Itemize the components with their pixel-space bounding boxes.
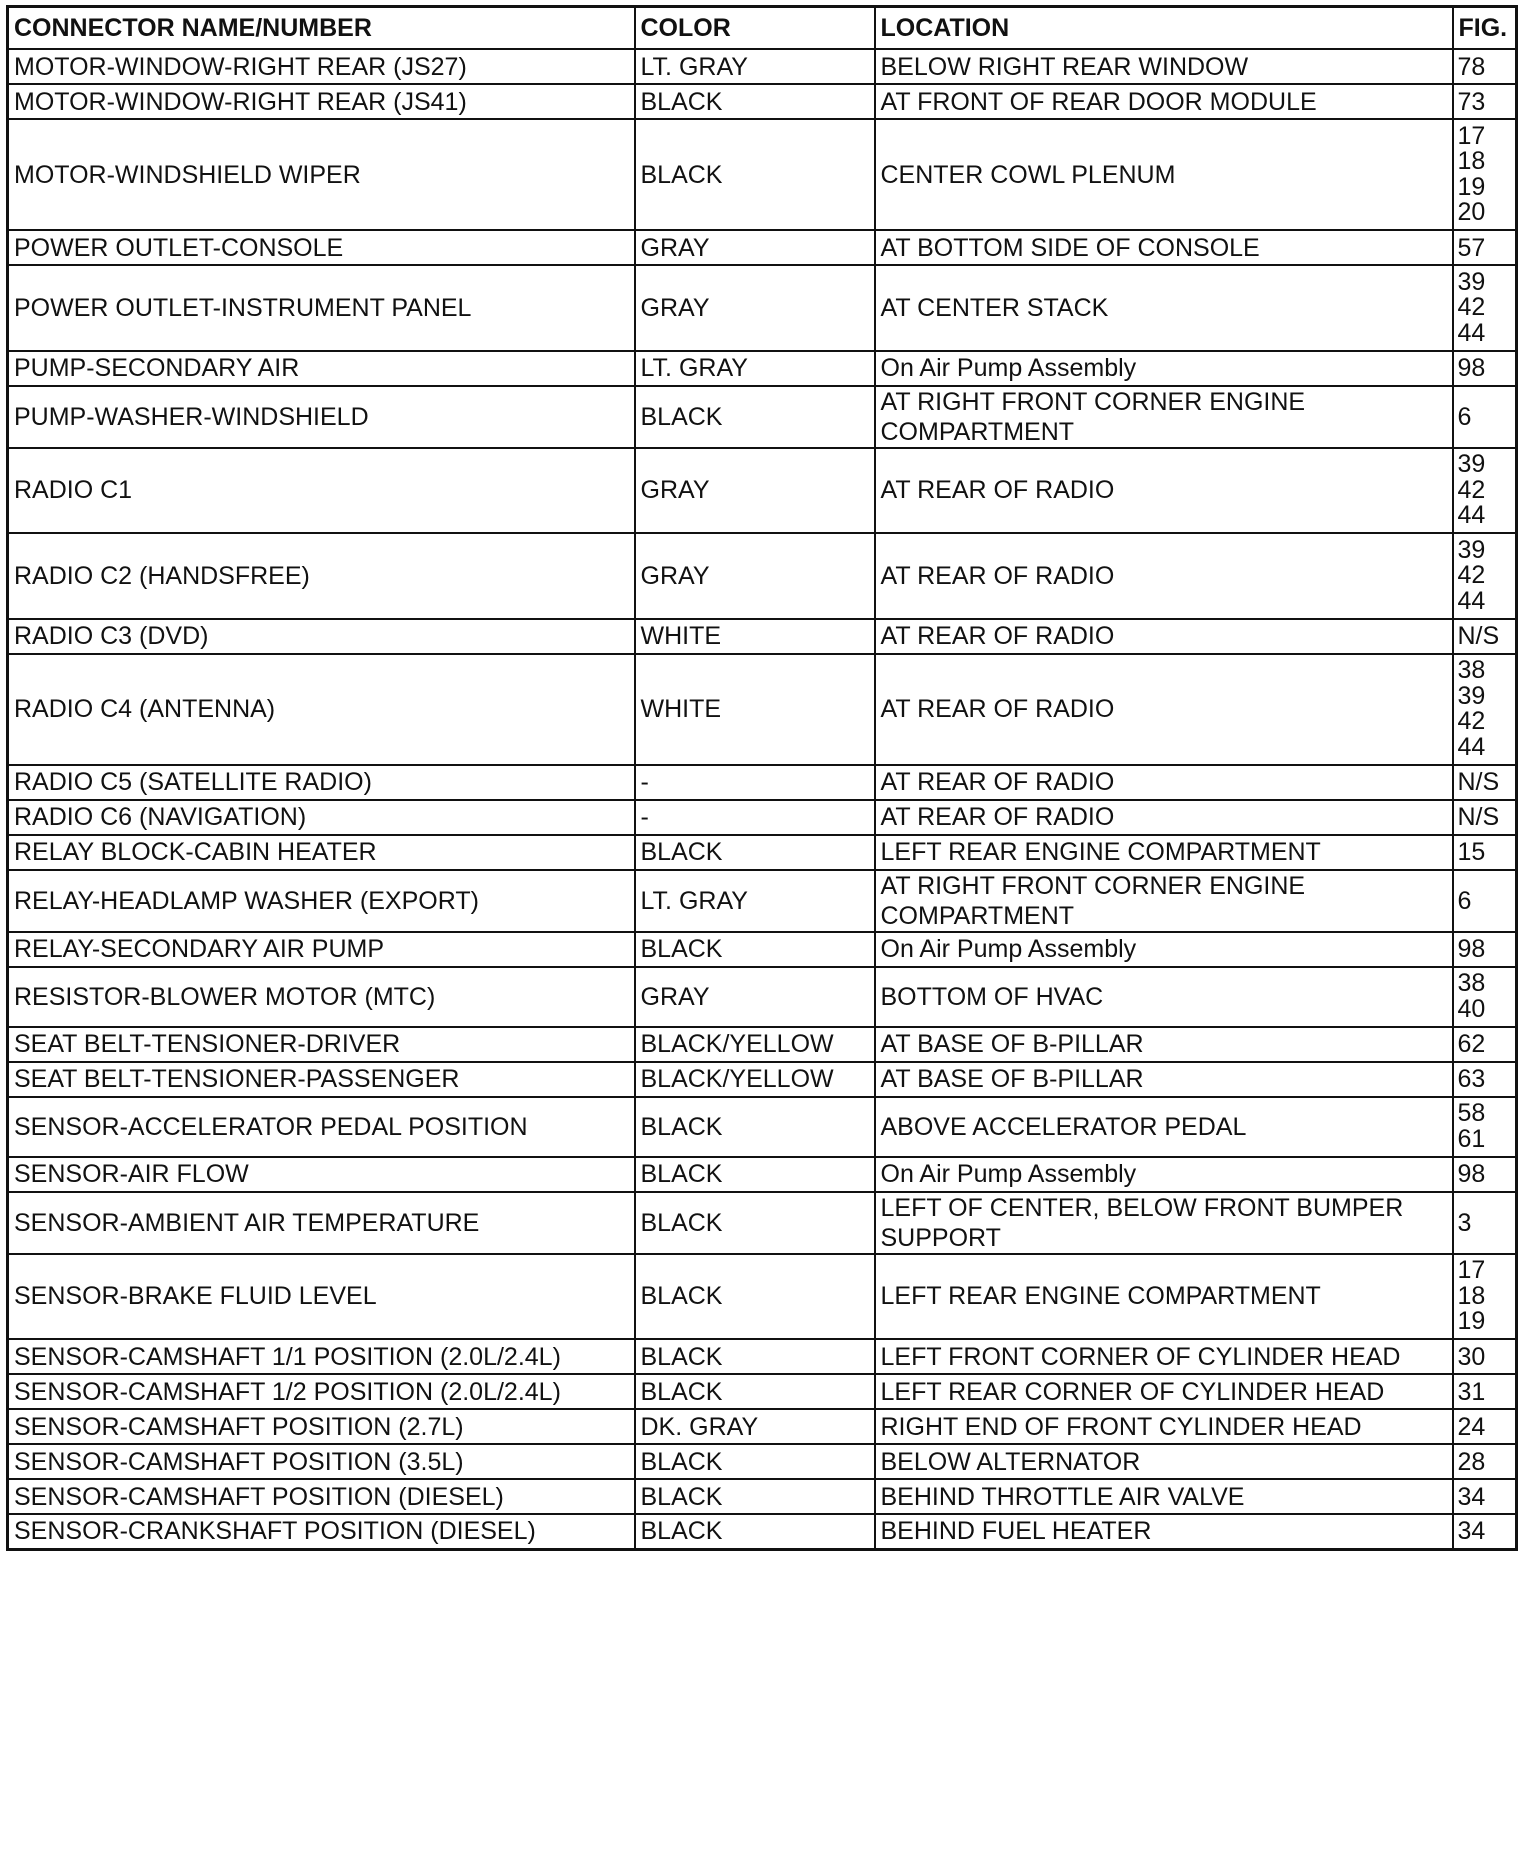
table-row [8,1409,1517,1444]
fig-number: 39 [1457,450,1486,478]
cell-location: BEHIND FUEL HEATER [875,1514,1453,1549]
fig-number: 61 [1457,1124,1486,1153]
cell-location: RIGHT END OF FRONT CYLINDER HEAD [875,1409,1453,1444]
cell-location: AT FRONT OF REAR DOOR MODULE [875,84,1453,119]
table-row [8,84,1517,119]
table-row [8,1444,1517,1479]
header-row [8,7,1517,50]
fig-number: 98 [1457,935,1486,963]
fig-number: 63 [1457,1065,1486,1093]
cell-fig [1453,49,1517,84]
table-row [8,1097,1517,1157]
fig-number: 38 [1457,969,1486,997]
cell-connector-name: RADIO C5 (SATELLITE RADIO) [8,765,635,800]
cell-location: On Air Pump Assembly [875,932,1453,967]
cell-fig [1453,1479,1517,1514]
table-row [8,1062,1517,1097]
cell-connector-name: SENSOR-AMBIENT AIR TEMPERATURE [8,1192,635,1254]
cell-connector-name: SENSOR-CAMSHAFT 1/2 POSITION (2.0L/2.4L) [8,1374,635,1409]
cell-connector-name: SENSOR-CAMSHAFT 1/1 POSITION (2.0L/2.4L) [8,1339,635,1374]
cell-connector-name: RADIO C2 (HANDSFREE) [8,533,635,619]
cell-connector-name: RESISTOR-BLOWER MOTOR (MTC) [8,967,635,1027]
cell-location: BEHIND THROTTLE AIR VALVE [875,1479,1453,1514]
cell-color: WHITE [635,619,875,654]
cell-connector-name: SENSOR-CAMSHAFT POSITION (2.7L) [8,1409,635,1444]
cell-color: BLACK [635,84,875,119]
fig-number: 42 [1457,561,1486,589]
cell-location: ABOVE ACCELERATOR PEDAL [875,1097,1453,1157]
cell-fig [1453,230,1517,265]
fig-number: 28 [1457,1447,1486,1476]
cell-fig [1453,765,1517,800]
cell-fig [1453,265,1517,351]
cell-color: BLACK/YELLOW [635,1027,875,1062]
cell-connector-name: MOTOR-WINDOW-RIGHT REAR (JS41) [8,84,635,119]
table-row [8,1157,1517,1192]
cell-location: On Air Pump Assembly [875,351,1453,386]
cell-location: AT CENTER STACK [875,265,1453,351]
fig-number: 24 [1457,1412,1486,1441]
fig-number: 6 [1457,886,1472,915]
fig-number: 6 [1457,402,1472,431]
fig-number: 62 [1457,1030,1486,1058]
fig-number: 42 [1457,707,1486,735]
cell-location: BELOW RIGHT REAR WINDOW [875,49,1453,84]
fig-number: 44 [1457,318,1486,347]
cell-connector-name: SENSOR-CAMSHAFT POSITION (DIESEL) [8,1479,635,1514]
cell-fig [1453,533,1517,619]
cell-color: WHITE [635,654,875,765]
cell-color: BLACK [635,1192,875,1254]
cell-location: LEFT FRONT CORNER OF CYLINDER HEAD [875,1339,1453,1374]
cell-location: AT REAR OF RADIO [875,654,1453,765]
cell-fig [1453,1062,1517,1097]
cell-color: - [635,765,875,800]
fig-number: N/S [1457,803,1500,831]
fig-number: 44 [1457,501,1486,529]
cell-connector-name: RELAY-HEADLAMP WASHER (EXPORT) [8,870,635,932]
table-body [8,49,1517,1549]
table-row [8,49,1517,84]
cell-fig [1453,386,1517,448]
fig-number: 3 [1457,1208,1472,1237]
connector-table [6,5,1518,1551]
cell-connector-name: RADIO C1 [8,448,635,534]
cell-connector-name: RELAY-SECONDARY AIR PUMP [8,932,635,967]
table-row [8,351,1517,386]
fig-number: 38 [1457,656,1486,684]
table-row [8,265,1517,351]
cell-location: AT RIGHT FRONT CORNER ENGINE COMPARTMENT [875,386,1453,448]
cell-location: On Air Pump Assembly [875,1157,1453,1192]
fig-number: 15 [1457,838,1486,866]
cell-location: BOTTOM OF HVAC [875,967,1453,1027]
cell-color: GRAY [635,265,875,351]
cell-color: GRAY [635,448,875,534]
table-row [8,1027,1517,1062]
cell-location: LEFT REAR ENGINE COMPARTMENT [875,835,1453,870]
cell-color: DK. GRAY [635,1409,875,1444]
cell-connector-name: RELAY BLOCK-CABIN HEATER [8,835,635,870]
cell-location: AT BASE OF B-PILLAR [875,1062,1453,1097]
cell-fig [1453,932,1517,967]
cell-color: BLACK [635,1444,875,1479]
cell-connector-name: SENSOR-AIR FLOW [8,1157,635,1192]
cell-fig [1453,448,1517,534]
fig-number: 78 [1457,52,1486,81]
header-connector-name: CONNECTOR NAME/NUMBER [8,7,635,50]
cell-fig [1453,1444,1517,1479]
table-row [8,800,1517,835]
cell-location: AT BASE OF B-PILLAR [875,1027,1453,1062]
table-row [8,1374,1517,1409]
fig-number: 44 [1457,732,1486,761]
fig-number: 73 [1457,87,1486,116]
cell-fig [1453,654,1517,765]
cell-fig [1453,84,1517,119]
fig-number: 39 [1457,267,1486,296]
table-header [8,7,1517,50]
cell-fig [1453,619,1517,654]
table-row [8,1192,1517,1254]
table-row [8,119,1517,230]
cell-color: BLACK [635,1097,875,1157]
fig-number: 98 [1457,354,1486,382]
table-row [8,1339,1517,1374]
table-row [8,654,1517,765]
table-row [8,835,1517,870]
cell-color: LT. GRAY [635,351,875,386]
fig-number: 40 [1457,994,1486,1023]
cell-connector-name: PUMP-SECONDARY AIR [8,351,635,386]
cell-connector-name: RADIO C4 (ANTENNA) [8,654,635,765]
fig-number: 57 [1457,233,1486,262]
cell-color: BLACK [635,1339,875,1374]
cell-fig [1453,1374,1517,1409]
cell-location: AT BOTTOM SIDE OF CONSOLE [875,230,1453,265]
cell-color: BLACK [635,835,875,870]
table-row [8,765,1517,800]
fig-number: 34 [1457,1482,1486,1511]
cell-fig [1453,1339,1517,1374]
cell-location: AT RIGHT FRONT CORNER ENGINE COMPARTMENT [875,870,1453,932]
cell-location: BELOW ALTERNATOR [875,1444,1453,1479]
cell-fig [1453,1254,1517,1340]
cell-fig [1453,835,1517,870]
cell-color: BLACK [635,1479,875,1514]
cell-connector-name: PUMP-WASHER-WINDSHIELD [8,386,635,448]
cell-connector-name: RADIO C3 (DVD) [8,619,635,654]
cell-location: AT REAR OF RADIO [875,800,1453,835]
cell-connector-name: SENSOR-BRAKE FLUID LEVEL [8,1254,635,1340]
cell-color: GRAY [635,533,875,619]
cell-location: LEFT REAR CORNER OF CYLINDER HEAD [875,1374,1453,1409]
cell-connector-name: POWER OUTLET-CONSOLE [8,230,635,265]
cell-connector-name: SENSOR-ACCELERATOR PEDAL POSITION [8,1097,635,1157]
cell-location: AT REAR OF RADIO [875,533,1453,619]
cell-color: BLACK [635,386,875,448]
cell-color: - [635,800,875,835]
cell-connector-name: RADIO C6 (NAVIGATION) [8,800,635,835]
fig-number: 18 [1457,1281,1486,1310]
fig-number: 42 [1457,475,1486,504]
fig-number: 19 [1457,172,1486,201]
fig-number: 30 [1457,1342,1486,1371]
cell-fig [1453,870,1517,932]
fig-number: 34 [1457,1517,1486,1546]
cell-color: BLACK [635,119,875,230]
table-row [8,870,1517,932]
cell-connector-name: MOTOR-WINDSHIELD WIPER [8,119,635,230]
fig-number: 17 [1457,121,1486,150]
cell-color: BLACK [635,1254,875,1340]
header-color: COLOR [635,7,875,50]
cell-fig [1453,800,1517,835]
fig-number: N/S [1457,622,1500,650]
cell-fig [1453,1027,1517,1062]
cell-connector-name: POWER OUTLET-INSTRUMENT PANEL [8,265,635,351]
cell-connector-name: SENSOR-CAMSHAFT POSITION (3.5L) [8,1444,635,1479]
cell-location: AT REAR OF RADIO [875,765,1453,800]
fig-number: 44 [1457,586,1486,615]
fig-number: 17 [1457,1256,1486,1284]
cell-location: LEFT OF CENTER, BELOW FRONT BUMPER SUPPORT [875,1192,1453,1254]
cell-connector-name: SEAT BELT-TENSIONER-PASSENGER [8,1062,635,1097]
cell-location: CENTER COWL PLENUM [875,119,1453,230]
cell-color: BLACK [635,932,875,967]
fig-number: 98 [1457,1160,1486,1188]
cell-fig [1453,1157,1517,1192]
fig-number: 31 [1457,1377,1486,1406]
table-row [8,932,1517,967]
table-row [8,1254,1517,1340]
fig-number: N/S [1457,768,1500,796]
cell-color: BLACK [635,1514,875,1549]
header-fig: FIG. [1453,7,1517,50]
fig-number: 39 [1457,535,1486,564]
cell-fig [1453,1409,1517,1444]
cell-fig [1453,1192,1517,1254]
cell-connector-name: SEAT BELT-TENSIONER-DRIVER [8,1027,635,1062]
cell-color: LT. GRAY [635,49,875,84]
table-row [8,1479,1517,1514]
table-row [8,230,1517,265]
table-row [8,1514,1517,1549]
cell-color: GRAY [635,967,875,1027]
fig-number: 18 [1457,147,1486,175]
cell-color: GRAY [635,230,875,265]
header-location: LOCATION [875,7,1453,50]
fig-number: 42 [1457,293,1486,321]
cell-fig [1453,351,1517,386]
table-row [8,386,1517,448]
fig-number: 58 [1457,1099,1486,1127]
fig-number: 19 [1457,1307,1486,1335]
cell-location: AT REAR OF RADIO [875,619,1453,654]
cell-color: BLACK/YELLOW [635,1062,875,1097]
fig-number: 20 [1457,198,1486,226]
table-row [8,448,1517,534]
cell-color: BLACK [635,1157,875,1192]
cell-connector-name: MOTOR-WINDOW-RIGHT REAR (JS27) [8,49,635,84]
table-row [8,967,1517,1027]
fig-number: 39 [1457,681,1486,710]
cell-fig [1453,119,1517,230]
table-row [8,533,1517,619]
cell-fig [1453,1097,1517,1157]
cell-fig [1453,1514,1517,1549]
cell-location: AT REAR OF RADIO [875,448,1453,534]
cell-fig [1453,967,1517,1027]
cell-location: LEFT REAR ENGINE COMPARTMENT [875,1254,1453,1340]
cell-color: BLACK [635,1374,875,1409]
cell-connector-name: SENSOR-CRANKSHAFT POSITION (DIESEL) [8,1514,635,1549]
cell-color: LT. GRAY [635,870,875,932]
table-row [8,619,1517,654]
